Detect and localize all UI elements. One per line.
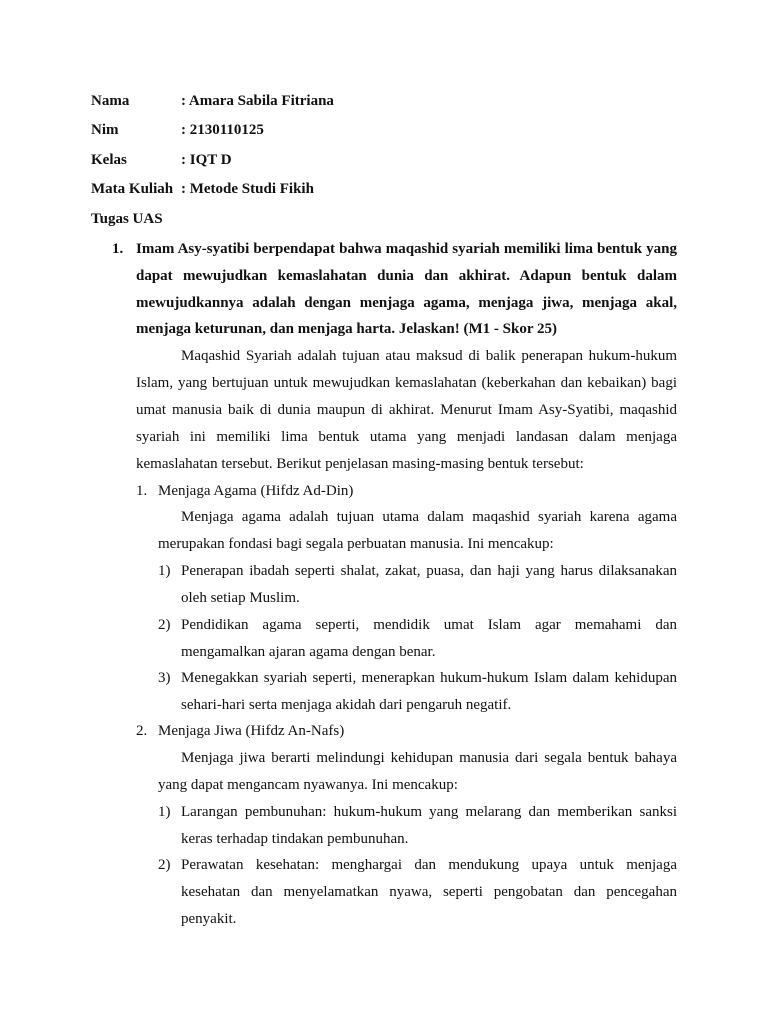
mata-kuliah-label: Mata Kuliah xyxy=(91,181,174,197)
list-item-line: Larangan pembunuhan: hukum-hukum yang melarang dan memberikan sanksi xyxy=(181,804,677,820)
list-item-line: Penerapan ibadah seperti shalat, zakat, puasa, dan haji yang harus dilaksanakan xyxy=(181,563,677,579)
question-line: dapat mewujudkan kemaslahatan dunia dan akhirat. Adapun bentuk dalam xyxy=(136,268,677,284)
intro-line: Maqashid Syariah adalah tujuan atau maksud di balik penerapan hukum-hukum xyxy=(181,348,677,364)
mata-kuliah-value: : Metode Studi Fikih xyxy=(181,181,314,197)
kelas-label: Kelas xyxy=(91,152,127,168)
list-item-line: sehari-hari serta menjaga akidah dari pengaruh negatif. xyxy=(181,697,512,713)
question-line: menjaga keturunan, dan menjaga harta. Jelaskan! (M1 - Skor 25) xyxy=(136,321,557,337)
intro-line: kemaslahatan tersebut. Berikut penjelasan masing-masing bentuk tersebut: xyxy=(136,456,584,472)
nama-label: Nama xyxy=(91,93,130,109)
list-item-number: 1) xyxy=(158,563,171,579)
list-item-line: Pendidikan agama seperti, mendidik umat Islam agar memahami dan xyxy=(181,617,677,633)
section-number: 1. xyxy=(136,483,148,499)
tugas-heading: Tugas UAS xyxy=(91,211,163,227)
list-item-line: kesehatan dan menyelamatkan nyawa, seperti pengobatan dan pencegahan xyxy=(181,884,677,900)
section-number: 2. xyxy=(136,723,148,739)
intro-line: umat manusia baik di dunia maupun di akhirat. Menurut Imam Asy-Syatibi, maqashid xyxy=(136,402,677,418)
section-title: Menjaga Agama (Hifdz Ad-Din) xyxy=(158,483,354,499)
question-line: Imam Asy-syatibi berpendapat bahwa maqashid syariah memiliki lima bentuk yang xyxy=(136,241,677,257)
section-paragraph-line: yang dapat mengancam nyawanya. Ini mencakup: xyxy=(158,777,458,793)
nim-value: : 2130110125 xyxy=(181,122,264,138)
section-paragraph-line: Menjaga agama adalah tujuan utama dalam maqashid syariah karena agama xyxy=(181,509,677,525)
nama-value: : Amara Sabila Fitriana xyxy=(181,93,334,109)
question-line: mewujudkannya adalah dengan menjaga agama, menjaga jiwa, menjaga akal, xyxy=(136,295,677,311)
list-item-number: 3) xyxy=(158,670,171,686)
list-item-line: mengamalkan ajaran agama dengan benar. xyxy=(181,644,436,660)
list-item-number: 2) xyxy=(158,857,171,873)
list-item-number: 2) xyxy=(158,617,171,633)
nim-label: Nim xyxy=(91,122,119,138)
intro-line: syariah ini memiliki lima bentuk utama yang menjadi landasan dalam menjaga xyxy=(136,429,677,445)
list-item-line: penyakit. xyxy=(181,911,237,927)
intro-line: Islam, yang bertujuan untuk mewujudkan kemaslahatan (keberkahan dan kebaikan) bagi xyxy=(136,375,677,391)
section-paragraph-line: Menjaga jiwa berarti melindungi kehidupan manusia dari segala bentuk bahaya xyxy=(181,750,677,766)
list-item-number: 1) xyxy=(158,804,171,820)
section-title: Menjaga Jiwa (Hifdz An-Nafs) xyxy=(158,723,345,739)
list-item-line: Perawatan kesehatan: menghargai dan mendukung upaya untuk menjaga xyxy=(181,857,677,873)
list-item-line: keras terhadap tindakan pembunuhan. xyxy=(181,831,409,847)
list-item-line: Menegakkan syariah seperti, menerapkan hukum-hukum Islam dalam kehidupan xyxy=(181,670,677,686)
section-paragraph-line: merupakan fondasi bagi segala perbuatan manusia. Ini mencakup: xyxy=(158,536,554,552)
list-item-line: oleh setiap Muslim. xyxy=(181,590,300,606)
question-number: 1. xyxy=(112,241,124,257)
kelas-value: : IQT D xyxy=(181,152,232,168)
